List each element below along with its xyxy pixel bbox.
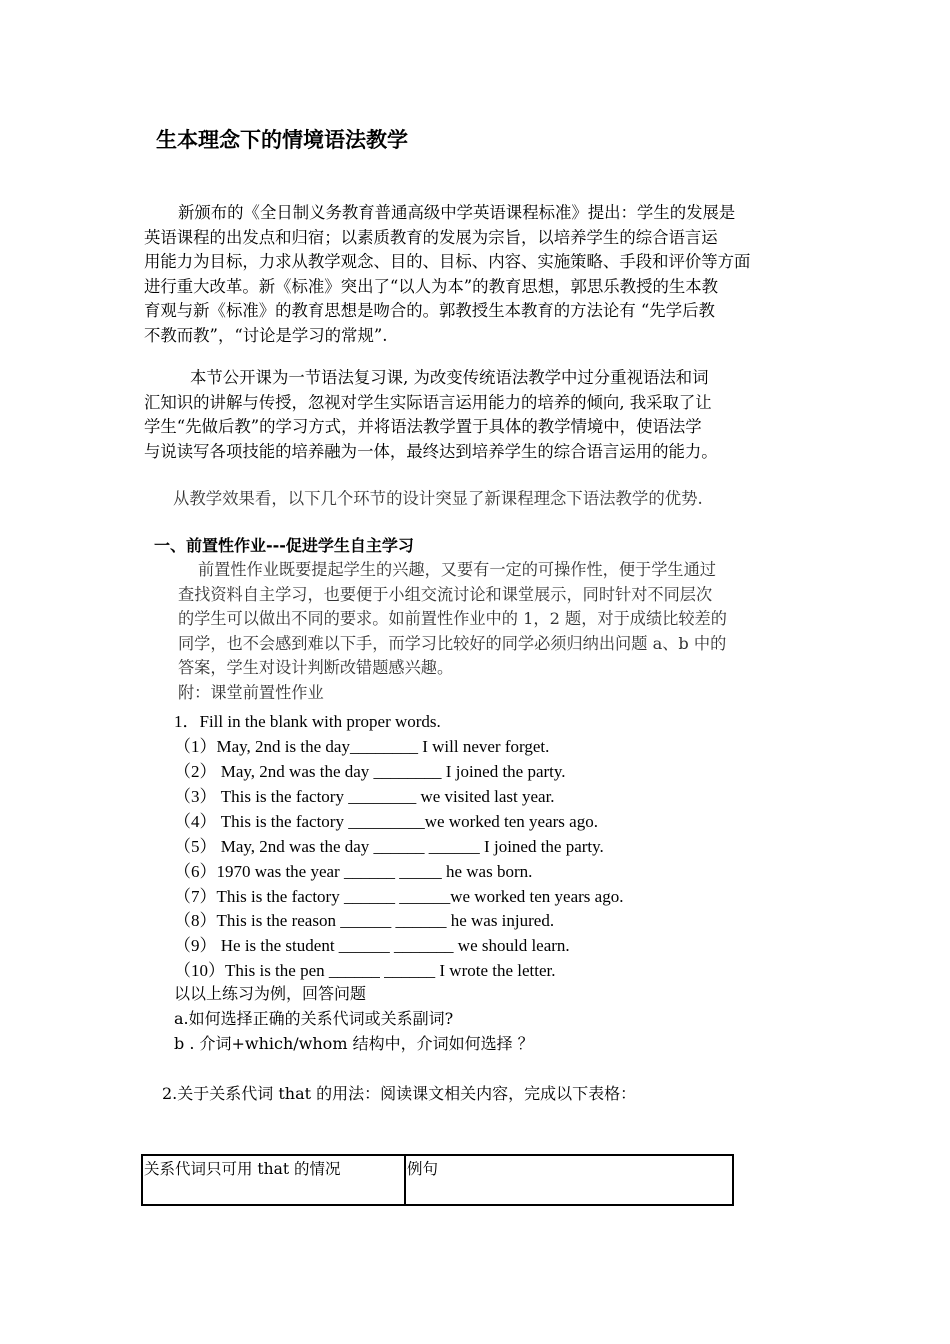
section1-line: 的学生可以做出不同的要求。如前置性作业中的 1，2 题，对于成绩比较差的: [178, 609, 727, 628]
exercise-item: （8）This is the reason ______ ______ he was injured.: [174, 911, 555, 930]
exercise-item: （6）1970 was the year ______ _____ he was born.: [174, 862, 533, 881]
appendix-label: 附：课堂前置性作业: [178, 682, 324, 702]
intro-line: 不教而教”，“讨论是学习的常规”.: [144, 325, 388, 345]
exercise-item: （2） May, 2nd was the day ________ I joined the party.: [174, 762, 566, 781]
intro-paragraph: [144, 201, 808, 348]
question-a: a.如何选择正确的关系代词或关系副词?: [174, 1009, 454, 1028]
section1-line: 同学，也不会感到难以下手，而学习比较好的同学必须归纳出问题 a、b 中的: [178, 633, 727, 653]
intro-line: 用能力为目标，力求从教学观念、目的、目标、内容、实施策略、手段和评价等方面: [144, 252, 751, 271]
exercise-item: （9） He is the student ______ _______ we should learn.: [174, 936, 570, 955]
lesson-line: 汇知识的讲解与传授，忽视对学生实际语言运用能力的培养的倾向, 我采取了让: [144, 392, 712, 412]
lesson-paragraph: [144, 366, 808, 464]
intro-line: 英语课程的出发点和归宿；以素质教育的发展为宗旨，以培养学生的综合语言运: [144, 227, 718, 247]
section1-line: 答案，学生对设计判断改错题感兴趣。: [178, 658, 454, 677]
exercise-item: （7）This is the factory ______ ______we worked ten years ago.: [174, 887, 624, 906]
exercise-item: （5） May, 2nd was the day ______ ______ I joined the party.: [174, 837, 604, 856]
effect-line: 从教学效果看，以下几个环节的设计突显了新课程理念下语法教学的优势.: [173, 489, 703, 508]
section1-paragraph: [178, 558, 808, 705]
lesson-line: 本节公开课为一节语法复习课, 为改变传统语法教学中过分重视语法和词: [190, 368, 709, 387]
section1-heading: 一、前置性作业---促进学生自主学习: [154, 536, 414, 555]
exercise-title: 1．Fill in the blank with proper words.: [174, 712, 441, 731]
table-row: [142, 1155, 733, 1205]
page-title: 生本理念下的情境语法教学: [156, 128, 408, 152]
table-cell-example: 例句: [405, 1155, 733, 1205]
table-cell-condition: 关系代词只可用 that 的情况: [142, 1155, 405, 1205]
section1-line: 查找资料自主学习，也要便于小组交流讨论和课堂展示，同时针对不同层次: [178, 584, 713, 604]
intro-line: 育观与新《标准》的教育思想是吻合的。郭教授生本教育的方法论有 “先学后教: [144, 301, 715, 320]
intro-line: 进行重大改革。新《标准》突出了“以人为本”的教育思想，郭思乐教授的生本教: [144, 276, 719, 296]
exercise-item: （3） This is the factory ________ we visited last year.: [174, 787, 555, 806]
section1-line: 前置性作业既要提起学生的兴趣，又要有一定的可操作性，便于学生通过: [198, 560, 716, 579]
intro-line: 新颁布的《全日制义务教育普通高级中学英语课程标准》提出：学生的发展是: [178, 203, 736, 222]
exercise-item: （10）This is the pen ______ ______ I wrote the letter.: [174, 961, 556, 980]
exercise-item: （1）May, 2nd is the day________ I will never forget.: [174, 737, 550, 756]
lesson-line: 学生“先做后教”的学习方式，并将语法教学置于具体的教学情境中，使语法学: [144, 417, 702, 436]
lesson-line: 与说读写各项技能的培养融为一体，最终达到培养学生的综合语言运用的能力。: [144, 441, 718, 461]
section2-line: 2.关于关系代词 that 的用法：阅读课文相关内容，完成以下表格：: [162, 1084, 637, 1103]
exercise-item: （4） This is the factory _________we worked ten years ago.: [174, 812, 598, 831]
question-b: b . 介词+which/whom 结构中，介词如何选择 ？: [174, 1034, 534, 1053]
question-intro: 以以上练习为例，回答问题: [174, 984, 367, 1003]
that-usage-table: [141, 1154, 734, 1206]
